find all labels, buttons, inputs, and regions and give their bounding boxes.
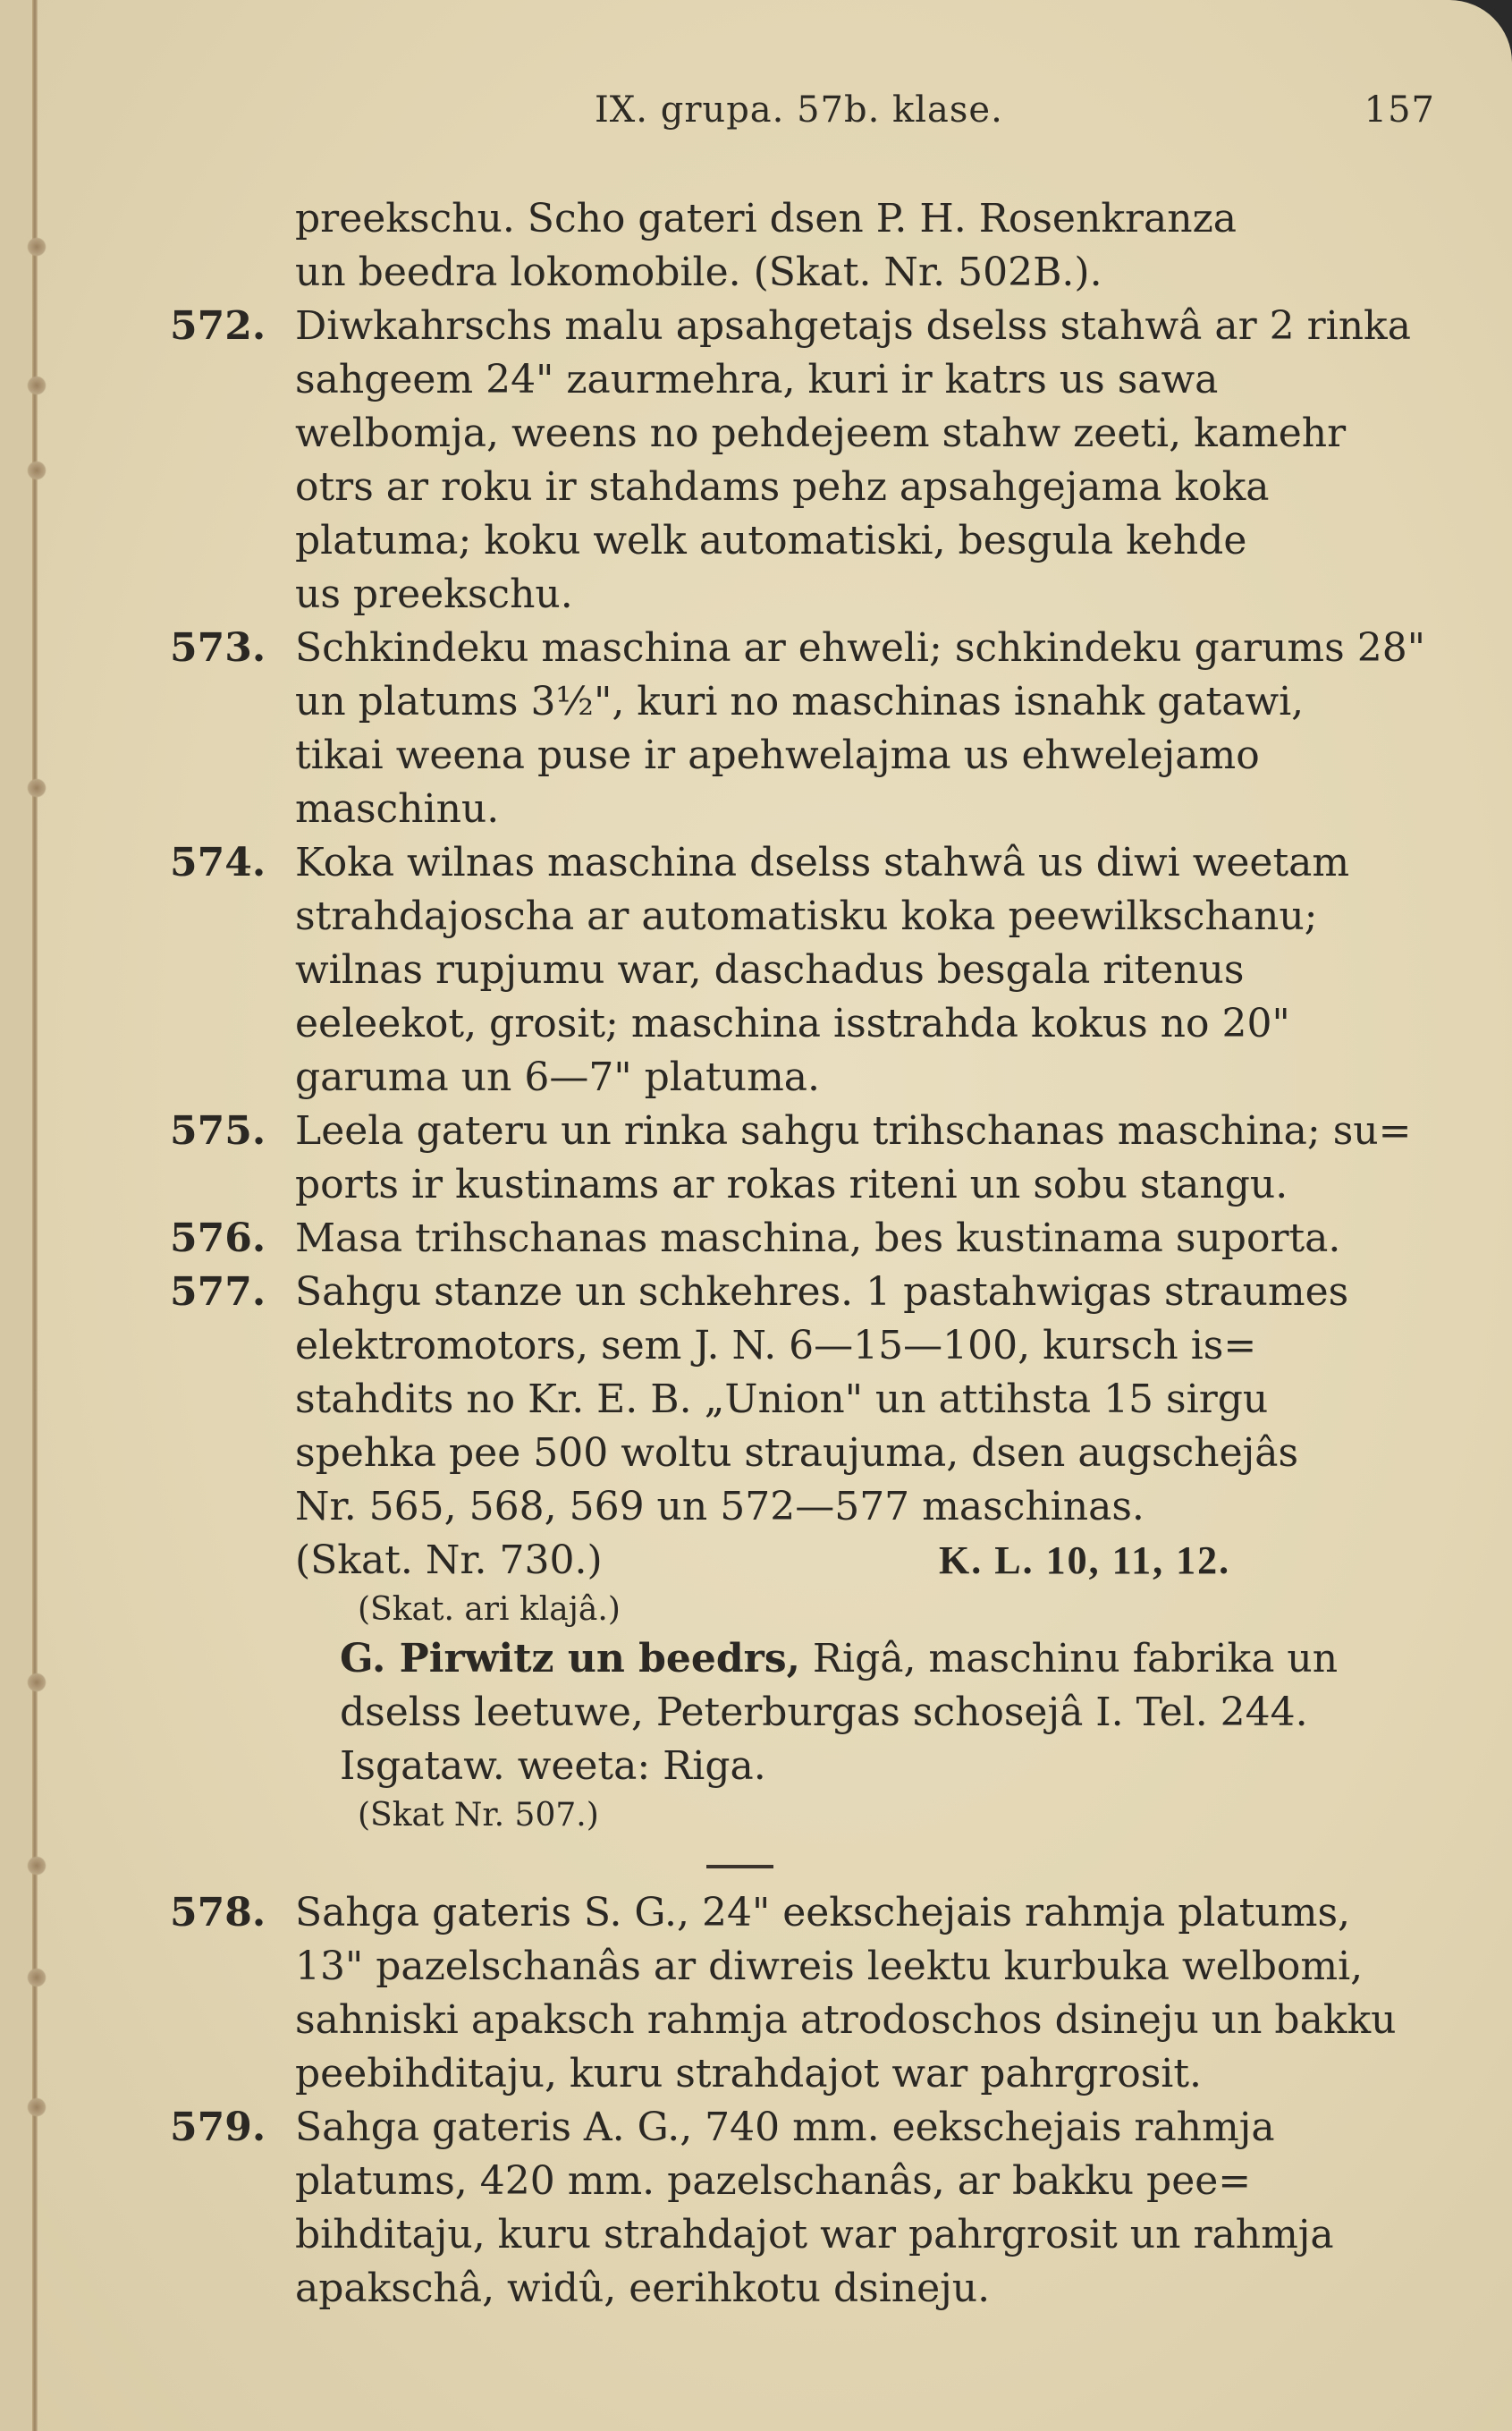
text-line: Sahga gateris A. G., 740 mm. eekschejais rahmja bbox=[295, 2105, 1275, 2150]
stitch-hole bbox=[27, 376, 46, 395]
text-line: strahdajoscha ar automatisku koka peewilkschanu; bbox=[295, 894, 1318, 939]
entry-576 bbox=[170, 1212, 1440, 1266]
text-line: Leela gateru un rinka sahgu trihschanas maschina; su= bbox=[295, 1108, 1412, 1154]
entry-577 bbox=[170, 1266, 1440, 1534]
running-head-title: IX. grupa. 57b. klase. bbox=[595, 89, 1003, 131]
gutter bbox=[0, 0, 32, 2431]
text-line: un platums 3½", kuri no maschinas isnahk gatawi, bbox=[295, 679, 1305, 724]
page-body bbox=[170, 192, 1440, 2316]
stitch-hole bbox=[27, 1968, 46, 1987]
class-list-ref: K. L. 10, 11, 12. bbox=[939, 1538, 1231, 1582]
text-line: Koka wilnas maschina dselss stahwâ us diwi weetam bbox=[295, 840, 1350, 885]
text-line: bihditaju, kuru strahdajot war pahrgrosit un rahmja bbox=[295, 2212, 1334, 2257]
entry-number: 574. bbox=[170, 840, 266, 885]
text-line: Diwkahrschs malu apsahgetajs dselss stahwâ ar 2 rinka bbox=[295, 303, 1411, 349]
text-line: welbomja, weens no pehdejeem stahw zeeti, kamehr bbox=[295, 411, 1347, 456]
stitch-hole bbox=[27, 778, 46, 798]
catalog-ref-also: (Skat. ari klajâ.) bbox=[358, 1591, 621, 1628]
text-line: otrs ar roku ir stahdams pehz apsahgejama koka bbox=[295, 464, 1270, 510]
text-line: Nr. 565, 568, 569 un 572—577 maschinas. bbox=[295, 1484, 1145, 1529]
section-divider bbox=[706, 1865, 773, 1868]
stitch-hole bbox=[27, 1856, 46, 1876]
entry-number: 578. bbox=[170, 1890, 266, 1935]
entry-579 bbox=[170, 2101, 1440, 2316]
entry-number: 575. bbox=[170, 1108, 266, 1154]
text-line: sahgeem 24" zaurmehra, kuri ir katrs us sawa bbox=[295, 357, 1219, 402]
entry-574 bbox=[170, 836, 1440, 1105]
text-line: garuma un 6—7" platuma. bbox=[295, 1055, 821, 1100]
catalog-ref: (Skat. Nr. 730.) bbox=[295, 1537, 603, 1583]
text-line: sahniski apaksch rahmja atrodoschos dsineju un bakku bbox=[295, 1997, 1397, 2043]
entry-573 bbox=[170, 622, 1440, 836]
stitch-hole bbox=[27, 461, 46, 480]
text-line: Isgataw. weeta: Riga. bbox=[340, 1743, 766, 1789]
text-line: Schkindeku maschina ar ehweli; schkindeku garums 28" bbox=[295, 625, 1425, 671]
entry-number: 572. bbox=[170, 303, 266, 349]
text-line: Sahga gateris S. G., 24" eekschejais rahmja platums, bbox=[295, 1890, 1351, 1935]
text-line: elektromotors, sem J. N. 6—15—100, kursch is= bbox=[295, 1323, 1257, 1368]
text-line: wilnas rupjumu war, daschadus besgala ritenus bbox=[295, 947, 1245, 993]
text-line: eeleekot, grosit; maschina isstrahda kokus no 20" bbox=[295, 1001, 1290, 1046]
exhibitor-line bbox=[340, 1632, 1440, 1686]
entry-578 bbox=[170, 1886, 1440, 2101]
entry-572 bbox=[170, 300, 1440, 622]
text-line: platums, 420 mm. pazelschanâs, ar bakku pee= bbox=[295, 2158, 1252, 2204]
entry-number: 577. bbox=[170, 1269, 266, 1315]
text-line: maschinu. bbox=[295, 786, 500, 832]
catalog-reference-row bbox=[170, 1534, 1440, 1588]
text-line: un beedra lokomobile. (Skat. Nr. 502B.). bbox=[295, 250, 1102, 295]
entry-575 bbox=[170, 1105, 1440, 1212]
entry-number: 576. bbox=[170, 1216, 266, 1261]
text-line: stahdits no Kr. E. B. „Union" un attihsta 15 sirgu bbox=[295, 1376, 1269, 1422]
text-line: tikai weena puse ir apehwelajma us ehwelejamo bbox=[295, 733, 1260, 778]
text-line: dselss leetuwe, Peterburgas schosejâ I. Tel. 244. bbox=[340, 1690, 1308, 1735]
stitch-hole bbox=[27, 1673, 46, 1692]
text-line: spehka pee 500 woltu straujuma, dsen augschejâs bbox=[295, 1430, 1299, 1476]
stitch-hole bbox=[27, 2097, 46, 2117]
continuation-paragraph bbox=[170, 192, 1440, 300]
exhibitor-location: Rigâ, maschinu fabrika un bbox=[799, 1636, 1339, 1681]
text-line: 13" pazelschanâs ar diwreis leektu kurbuka welbomi, bbox=[295, 1944, 1364, 1989]
stitch-hole bbox=[27, 237, 46, 257]
entry-number: 579. bbox=[170, 2105, 266, 2150]
exhibitor-name: G. Pirwitz un beedrs, bbox=[340, 1636, 800, 1681]
text-line: us preekschu. bbox=[295, 572, 573, 617]
binding-thread bbox=[32, 0, 38, 2431]
text-line: platuma; koku welk automatiski, besgula kehde bbox=[295, 518, 1247, 563]
text-line: preekschu. Scho gateri dsen P. H. Rosenkranza bbox=[295, 196, 1237, 241]
exhibitor-entry bbox=[215, 1632, 1440, 1793]
text-line: Masa trihschanas maschina, bes kustinama suporta. bbox=[295, 1216, 1341, 1261]
entry-number: 573. bbox=[170, 625, 266, 671]
text-line: ports ir kustinams ar rokas riteni un sobu stangu. bbox=[295, 1162, 1288, 1207]
text-line: apakschâ, widû, eerihkotu dsineju. bbox=[295, 2266, 991, 2311]
text-line: peebihditaju, kuru strahdajot war pahrgrosit. bbox=[295, 2051, 1203, 2096]
page-number: 157 bbox=[1364, 89, 1435, 131]
text-line: Sahgu stanze un schkehres. 1 pastahwigas straumes bbox=[295, 1269, 1349, 1315]
exhibitor-catalog-ref: (Skat Nr. 507.) bbox=[358, 1797, 599, 1834]
